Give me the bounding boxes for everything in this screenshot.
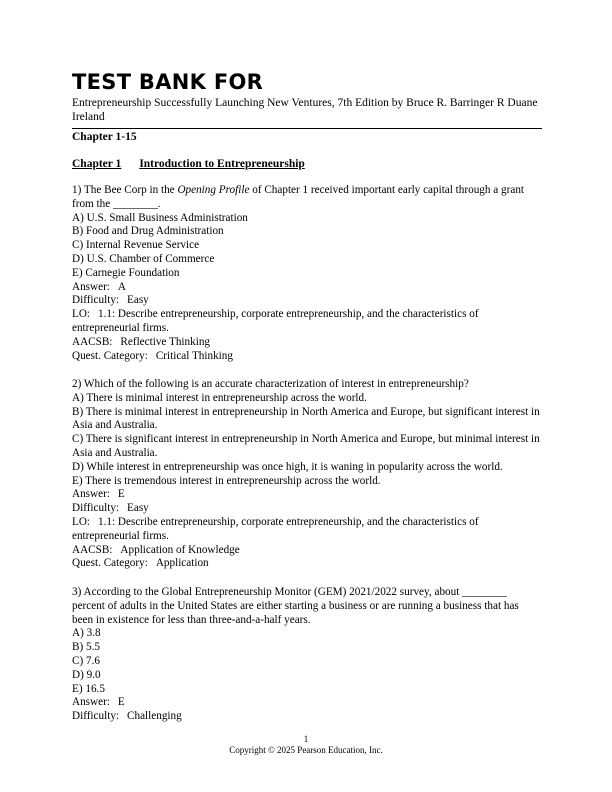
page-number: 1	[303, 734, 309, 744]
chapter-range: Chapter 1-15	[72, 131, 137, 143]
option-b: B) Food and Drug Administration	[72, 225, 224, 238]
chapter-heading	[72, 157, 305, 171]
question-stem: 1) The Bee Corp in the Opening Profile of Chapter 1 received important early capital through a grant from the ________.	[72, 184, 525, 210]
question-2	[72, 378, 542, 571]
aacsb-line: AACSB: Application of Knowledge	[72, 543, 240, 556]
answer-line: Answer: E	[72, 696, 125, 709]
stem-emphasis: Opening Profile	[177, 184, 250, 196]
header-divider	[72, 128, 542, 129]
option-d: D) While interest in entrepreneurship was once high, it is waning in popularity across the world.	[72, 460, 503, 473]
option-c: C) 7.6	[72, 654, 100, 667]
lo-line: LO: 1.1: Describe entrepreneurship, corporate entrepreneurship, and the characteristics of entrepreneurial firms.	[72, 308, 479, 334]
question-stem: 3) According to the Global Entrepreneurship Monitor (GEM) 2021/2022 survey, about ________ percent of adults in the United States are either starting a business or are running a business that has been in existence for less than three-and-a-half years.	[72, 586, 519, 626]
aacsb-line: AACSB: Reflective Thinking	[72, 335, 211, 348]
answer-line: Answer: A	[72, 280, 126, 293]
question-3	[72, 586, 542, 724]
lo-line: LO: 1.1: Describe entrepreneurship, corporate entrepreneurship, and the characteristics of entrepreneurial firms.	[72, 515, 479, 542]
option-a: A) There is minimal interest in entrepreneurship across the world.	[72, 391, 367, 404]
difficulty-line: Difficulty: Easy	[72, 294, 149, 307]
copyright-notice: Copyright © 2025 Pearson Education, Inc.	[229, 745, 383, 755]
option-d: D) U.S. Chamber of Commerce	[72, 252, 215, 265]
category-line: Quest. Category: Application	[72, 557, 209, 570]
question-stem: 2) Which of the following is an accurate characterization of interest in entrepreneurship?	[72, 378, 469, 390]
option-e: E) 16.5	[72, 682, 105, 695]
option-b: B) 5.5	[72, 641, 100, 654]
option-c: C) Internal Revenue Service	[72, 239, 200, 252]
option-a: A) 3.8	[72, 627, 101, 640]
document-title: TEST BANK FOR	[72, 70, 264, 94]
category-line: Quest. Category: Critical Thinking	[72, 349, 233, 362]
chapter-label: Chapter 1	[72, 158, 122, 170]
option-c: C) There is significant interest in entrepreneurship in North America and Europe, but minimal interest in Asia and Australia.	[72, 433, 540, 459]
book-subtitle: Entrepreneurship Successfully Launching New Ventures, 7th Edition by Bruce R. Barringer R Duane Ireland	[72, 97, 538, 123]
option-e: E) There is tremendous interest in entrepreneurship across the world.	[72, 474, 381, 487]
chapter-title: Introduction to Entrepreneurship	[139, 158, 305, 170]
option-a: A) U.S. Small Business Administration	[72, 211, 248, 224]
answer-line: Answer: E	[72, 488, 125, 501]
question-1	[72, 184, 542, 363]
option-b: B) There is minimal interest in entrepreneurship in North America and Europe, but significant interest in Asia and Australia.	[72, 405, 540, 432]
difficulty-line: Difficulty: Challenging	[72, 710, 182, 723]
option-e: E) Carnegie Foundation	[72, 266, 180, 279]
option-d: D) 9.0	[72, 668, 101, 681]
difficulty-line: Difficulty: Easy	[72, 502, 149, 515]
